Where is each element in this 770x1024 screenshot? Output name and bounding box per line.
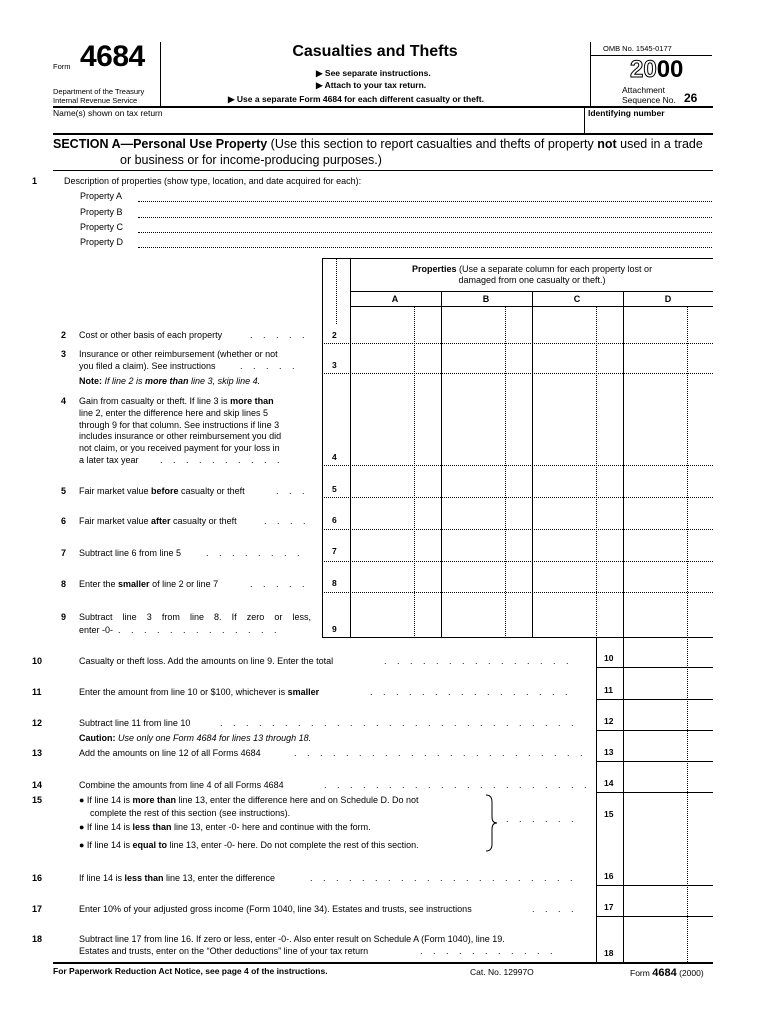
line-8-property-a-input[interactable] bbox=[351, 563, 440, 591]
line-9-box: 9 bbox=[332, 624, 337, 634]
line-15-bullet-1d: complete the rest of this section (see instructions). bbox=[90, 808, 291, 818]
line-9-text-2: enter -0- bbox=[79, 625, 114, 635]
line-18-text-2: Estates and trusts, enter on the “Other deductions” line of your tax return bbox=[79, 946, 369, 956]
line-4-leader: . . . . . . . . . . bbox=[160, 455, 284, 465]
property-d-label: Property D bbox=[80, 237, 124, 247]
line-6-text-a: Fair market value bbox=[79, 516, 152, 526]
line-2-property-b-input[interactable] bbox=[442, 310, 531, 342]
line-11-text bbox=[79, 687, 319, 699]
line-4-text-4: includes insurance or other reimbursement you did bbox=[79, 431, 282, 441]
line-5-box: 5 bbox=[332, 484, 337, 494]
line-5-property-c-input[interactable] bbox=[533, 467, 622, 496]
line-16-leader: . . . . . . . . . . . . . . . . . . . . . bbox=[310, 873, 577, 883]
line-4-text-6: a later tax year bbox=[79, 455, 139, 465]
line-17-box: 17 bbox=[604, 902, 614, 912]
line-7-text: Subtract line 6 from line 5 bbox=[79, 548, 182, 558]
line-13-number: 13 bbox=[32, 748, 43, 758]
line-2-number: 2 bbox=[61, 330, 67, 340]
line-6-leader: . . . . bbox=[264, 516, 310, 526]
line-7-property-d-input[interactable] bbox=[624, 531, 712, 560]
line-4-text-5: not claim, or you received payment for your loss in bbox=[79, 443, 280, 453]
line-5-leader: . . . bbox=[276, 486, 309, 496]
line-3-note-bold: more than bbox=[145, 376, 189, 386]
line-1-number: 1 bbox=[32, 176, 38, 186]
catalog-number: Cat. No. 12997O bbox=[470, 967, 534, 977]
line-8-leader: . . . . . bbox=[250, 579, 309, 589]
line-15-bullet-2a: ● If line 14 is bbox=[79, 822, 133, 832]
properties-header-bold: Properties bbox=[411, 264, 457, 274]
properties-header bbox=[352, 264, 712, 276]
property-c-input[interactable] bbox=[138, 232, 712, 233]
line-12-box: 12 bbox=[604, 716, 614, 726]
line-14-box: 14 bbox=[604, 778, 614, 788]
line-5-text bbox=[79, 486, 245, 498]
line-16-number: 16 bbox=[32, 873, 43, 883]
line-2-property-a-input[interactable] bbox=[351, 310, 440, 342]
line-18-box: 18 bbox=[604, 948, 614, 958]
section-a-title-bold: SECTION A—Personal Use Property bbox=[53, 137, 268, 151]
line-18-text-1: Subtract line 17 from line 16. If zero or less, enter -0-. Also enter result on Schedule A (Form 1040), line 19. bbox=[79, 934, 505, 944]
instruction-separate-form: ▶ Use a separate Form 4684 for each different casualty or theft. bbox=[228, 94, 484, 104]
form-label: Form bbox=[53, 62, 71, 71]
properties-header-line2: damaged from one casualty or theft.) bbox=[458, 275, 606, 285]
line-7-property-b-input[interactable] bbox=[442, 531, 531, 560]
line-8-text-c: of line 2 or line 7 bbox=[149, 579, 219, 589]
names-input[interactable] bbox=[53, 118, 583, 132]
line-16-input[interactable] bbox=[624, 856, 712, 884]
dept-line1: Department of the Treasury bbox=[53, 87, 145, 96]
line-11-number: 11 bbox=[32, 687, 42, 697]
property-a-label: Property A bbox=[80, 191, 123, 201]
line-6-text-c: casualty or theft bbox=[170, 516, 237, 526]
line-3-box: 3 bbox=[332, 360, 337, 370]
names-label: Name(s) shown on tax return bbox=[53, 108, 163, 118]
line-3-note-label: Note: bbox=[79, 376, 102, 386]
line-15-bullet-3b: equal to bbox=[132, 840, 167, 850]
line-5-property-a-input[interactable] bbox=[351, 467, 440, 496]
line-16-text-a: If line 14 is bbox=[79, 873, 125, 883]
line-15-bullet-1a: ● If line 14 is bbox=[79, 795, 133, 805]
line-17-text: Enter 10% of your adjusted gross income (Form 1040, line 34). Estates and trusts, see instructions bbox=[79, 904, 472, 914]
line-16-text-c: line 13, enter the difference bbox=[163, 873, 275, 883]
line-9-number: 9 bbox=[61, 612, 67, 622]
line-3-property-d-input[interactable] bbox=[624, 345, 712, 372]
line-2-property-c-input[interactable] bbox=[533, 310, 622, 342]
line-3-note bbox=[79, 376, 260, 388]
tax-year-outline: 20 bbox=[630, 56, 657, 83]
line-1-text: Description of properties (show type, location, and date acquired for each): bbox=[64, 176, 362, 186]
line-16-text-b: less than bbox=[124, 873, 164, 883]
properties-header-rest: (Use a separate column for each property lost or bbox=[456, 264, 653, 274]
line-9-property-c-input[interactable] bbox=[533, 594, 622, 636]
line-9-text-1: Subtract line 3 from line 8. If zero or less, bbox=[79, 612, 311, 622]
line-7-number: 7 bbox=[61, 548, 67, 558]
line-7-box: 7 bbox=[332, 546, 337, 556]
footer-form-number: 4684 bbox=[652, 967, 677, 979]
line-4-property-c-input[interactable] bbox=[533, 375, 622, 464]
identifying-number-input[interactable] bbox=[588, 118, 712, 132]
line-12-caution-label: Caution: bbox=[79, 733, 116, 743]
line-18-leader: . . . . . . . . . . . bbox=[420, 946, 557, 956]
brace-icon bbox=[484, 794, 500, 852]
line-4-text-1b: more than bbox=[230, 396, 274, 406]
line-6-property-c-input[interactable] bbox=[533, 499, 622, 528]
column-a-header: A bbox=[391, 294, 399, 304]
line-2-text: Cost or other basis of each property bbox=[79, 330, 223, 340]
line-13-input[interactable] bbox=[624, 732, 712, 760]
line-3-note-text1: If line 2 is bbox=[102, 376, 146, 386]
line-4-text-1a: Gain from casualty or theft. If line 3 is bbox=[79, 396, 231, 406]
dept-line2: Internal Revenue Service bbox=[53, 96, 138, 105]
line-6-text-b: after bbox=[151, 516, 171, 526]
line-9-leader: . . . . . . . . . . . . . bbox=[118, 625, 281, 635]
line-4-box: 4 bbox=[332, 452, 337, 462]
line-9-property-b-input[interactable] bbox=[442, 594, 531, 636]
line-4-text-2: line 2, enter the difference here and skip lines 5 bbox=[79, 408, 268, 418]
line-15-bullet-3 bbox=[79, 840, 419, 852]
section-a-title-not: not bbox=[597, 137, 617, 151]
line-8-text-b: smaller bbox=[118, 579, 150, 589]
line-12-input[interactable] bbox=[624, 701, 712, 729]
line-4-number: 4 bbox=[61, 396, 67, 406]
line-3-note-text2: line 3, skip line 4. bbox=[188, 376, 261, 386]
line-15-bullet-1 bbox=[79, 795, 418, 807]
column-d-header: D bbox=[664, 294, 672, 304]
line-14-input[interactable] bbox=[624, 763, 712, 791]
line-15-number: 15 bbox=[32, 795, 43, 805]
line-6-property-d-input[interactable] bbox=[624, 499, 712, 528]
line-13-leader: . . . . . . . . . . . . . . . . . . . . . . . bbox=[294, 748, 587, 758]
line-3-property-a-input[interactable] bbox=[351, 345, 440, 372]
line-15-bullet-3a: ● If line 14 is bbox=[79, 840, 133, 850]
section-a-title bbox=[53, 137, 703, 151]
line-12-text: Subtract line 11 from line 10 bbox=[79, 718, 191, 728]
line-11-box: 11 bbox=[604, 685, 613, 695]
line-11-leader: . . . . . . . . . . . . . . . . bbox=[370, 687, 572, 697]
line-4-property-a-input[interactable] bbox=[351, 375, 440, 464]
line-17-number: 17 bbox=[32, 904, 43, 914]
line-10-number: 10 bbox=[32, 656, 43, 666]
line-15-leader: . . . . . . bbox=[506, 814, 578, 824]
line-12-number: 12 bbox=[32, 718, 43, 728]
omb-number: OMB No. 1545-0177 bbox=[603, 44, 672, 53]
sequence-label: Sequence No. bbox=[622, 95, 676, 105]
line-4-text-1 bbox=[79, 396, 274, 408]
line-8-property-d-input[interactable] bbox=[624, 563, 712, 591]
line-16-box: 16 bbox=[604, 871, 614, 881]
line-9-property-a-input[interactable] bbox=[351, 594, 440, 636]
line-3-property-b-input[interactable] bbox=[442, 345, 531, 372]
tax-year bbox=[630, 56, 683, 84]
section-a-title-line2: or business or for income-producing purposes.) bbox=[120, 153, 382, 167]
line-5-number: 5 bbox=[61, 486, 67, 496]
line-15-bullet-2c: line 13, enter -0- here and continue with the form. bbox=[171, 822, 371, 832]
line-15-input[interactable] bbox=[624, 794, 712, 822]
line-18-input[interactable] bbox=[624, 918, 712, 961]
line-5-property-b-input[interactable] bbox=[442, 467, 531, 496]
line-14-number: 14 bbox=[32, 780, 43, 790]
line-5-text-c: casualty or theft bbox=[178, 486, 245, 496]
line-17-input[interactable] bbox=[624, 887, 712, 915]
line-12-caution-text: Use only one Form 4684 for lines 13 through 18. bbox=[115, 733, 312, 743]
column-b-header: B bbox=[482, 294, 490, 304]
line-11-text-b: smaller bbox=[287, 687, 320, 697]
line-3-text-1: Insurance or other reimbursement (whether or not bbox=[79, 349, 278, 359]
line-4-text-3: through 9 for that column. See instructions if line 3 bbox=[79, 420, 280, 430]
line-7-leader: . . . . . . . . bbox=[206, 548, 304, 558]
line-15-bullet-1c: line 13, enter the difference here and on Schedule D. Do not bbox=[175, 795, 419, 805]
line-5-text-a: Fair market value bbox=[79, 486, 152, 496]
property-c-label: Property C bbox=[80, 222, 124, 232]
form-title: Casualties and Thefts bbox=[292, 43, 458, 60]
line-10-leader: . . . . . . . . . . . . . . . bbox=[384, 656, 573, 666]
line-10-input[interactable] bbox=[624, 639, 712, 666]
tax-year-solid: 00 bbox=[656, 56, 684, 83]
line-15-box: 15 bbox=[604, 809, 614, 819]
sequence-number: 26 bbox=[684, 91, 698, 105]
section-a-title-rest: (Use this section to report casualties and thefts of property bbox=[267, 137, 598, 151]
line-3-property-c-input[interactable] bbox=[533, 345, 622, 372]
column-c-header: C bbox=[573, 294, 581, 304]
section-a-title-rest2: used in a trade bbox=[616, 137, 703, 151]
line-5-text-b: before bbox=[151, 486, 179, 496]
line-3-number: 3 bbox=[61, 349, 67, 359]
line-7-property-a-input[interactable] bbox=[351, 531, 440, 560]
footer-year: (2000) bbox=[679, 968, 704, 978]
line-8-text bbox=[79, 579, 218, 591]
line-11-input[interactable] bbox=[624, 669, 712, 698]
line-3-leader: . . . . . bbox=[240, 361, 299, 371]
line-2-box: 2 bbox=[332, 330, 337, 340]
line-12-leader: . . . . . . . . . . . . . . . . . . . . . . . . . . . . bbox=[220, 718, 578, 728]
identifying-number-label: Identifying number bbox=[588, 108, 665, 118]
line-13-box: 13 bbox=[604, 747, 614, 757]
line-13-text: Add the amounts on line 12 of all Forms 4684 bbox=[79, 748, 261, 758]
line-12-caution bbox=[79, 733, 311, 745]
line-11-text-a: Enter the amount from line 10 or $100, whichever is bbox=[79, 687, 288, 697]
line-15-bullet-2 bbox=[79, 822, 371, 834]
line-5-property-d-input[interactable] bbox=[624, 467, 712, 496]
paperwork-notice: For Paperwork Reduction Act Notice, see page 4 of the instructions. bbox=[53, 966, 328, 976]
line-8-text-a: Enter the bbox=[79, 579, 119, 589]
line-8-number: 8 bbox=[61, 579, 67, 589]
line-7-property-c-input[interactable] bbox=[533, 531, 622, 560]
footer-form-word: Form bbox=[630, 968, 650, 978]
line-6-box: 6 bbox=[332, 515, 337, 525]
line-8-box: 8 bbox=[332, 578, 337, 588]
line-4-property-b-input[interactable] bbox=[442, 375, 531, 464]
line-10-text: Casualty or theft loss. Add the amounts on line 9. Enter the total bbox=[79, 656, 334, 666]
line-15-bullet-1b: more than bbox=[132, 795, 176, 805]
line-16-text bbox=[79, 873, 275, 885]
line-17-leader: . . . . bbox=[532, 904, 578, 914]
line-4-property-d-input[interactable] bbox=[624, 375, 712, 464]
line-6-text bbox=[79, 516, 237, 528]
line-8-property-c-input[interactable] bbox=[533, 563, 622, 591]
line-14-leader: . . . . . . . . . . . . . . . . . . . . . bbox=[324, 780, 591, 790]
line-18-number: 18 bbox=[32, 934, 43, 944]
property-a-input[interactable] bbox=[138, 201, 712, 202]
instruction-see-separate: ▶ See separate instructions. bbox=[316, 68, 431, 78]
footer-form-label bbox=[630, 967, 704, 979]
attachment-label: Attachment bbox=[622, 85, 665, 95]
line-15-bullet-2b: less than bbox=[132, 822, 172, 832]
line-8-property-b-input[interactable] bbox=[442, 563, 531, 591]
line-14-text: Combine the amounts from line 4 of all Forms 4684 bbox=[79, 780, 284, 790]
line-15-bullet-3c: line 13, enter -0- here. Do not complete the rest of this section. bbox=[166, 840, 419, 850]
instruction-attach: ▶ Attach to your tax return. bbox=[316, 80, 427, 90]
line-6-property-a-input[interactable] bbox=[351, 499, 440, 528]
property-b-input[interactable] bbox=[138, 217, 712, 218]
property-b-label: Property B bbox=[80, 207, 123, 217]
line-9-property-d-input[interactable] bbox=[624, 594, 712, 636]
line-3-text-2: you filed a claim). See instructions bbox=[79, 361, 216, 371]
property-d-input[interactable] bbox=[138, 247, 712, 248]
line-2-property-d-input[interactable] bbox=[624, 310, 712, 342]
form-number: 4684 bbox=[80, 40, 145, 73]
line-6-property-b-input[interactable] bbox=[442, 499, 531, 528]
line-10-box: 10 bbox=[604, 653, 614, 663]
line-2-leader: . . . . . bbox=[250, 330, 309, 340]
line-6-number: 6 bbox=[61, 516, 67, 526]
